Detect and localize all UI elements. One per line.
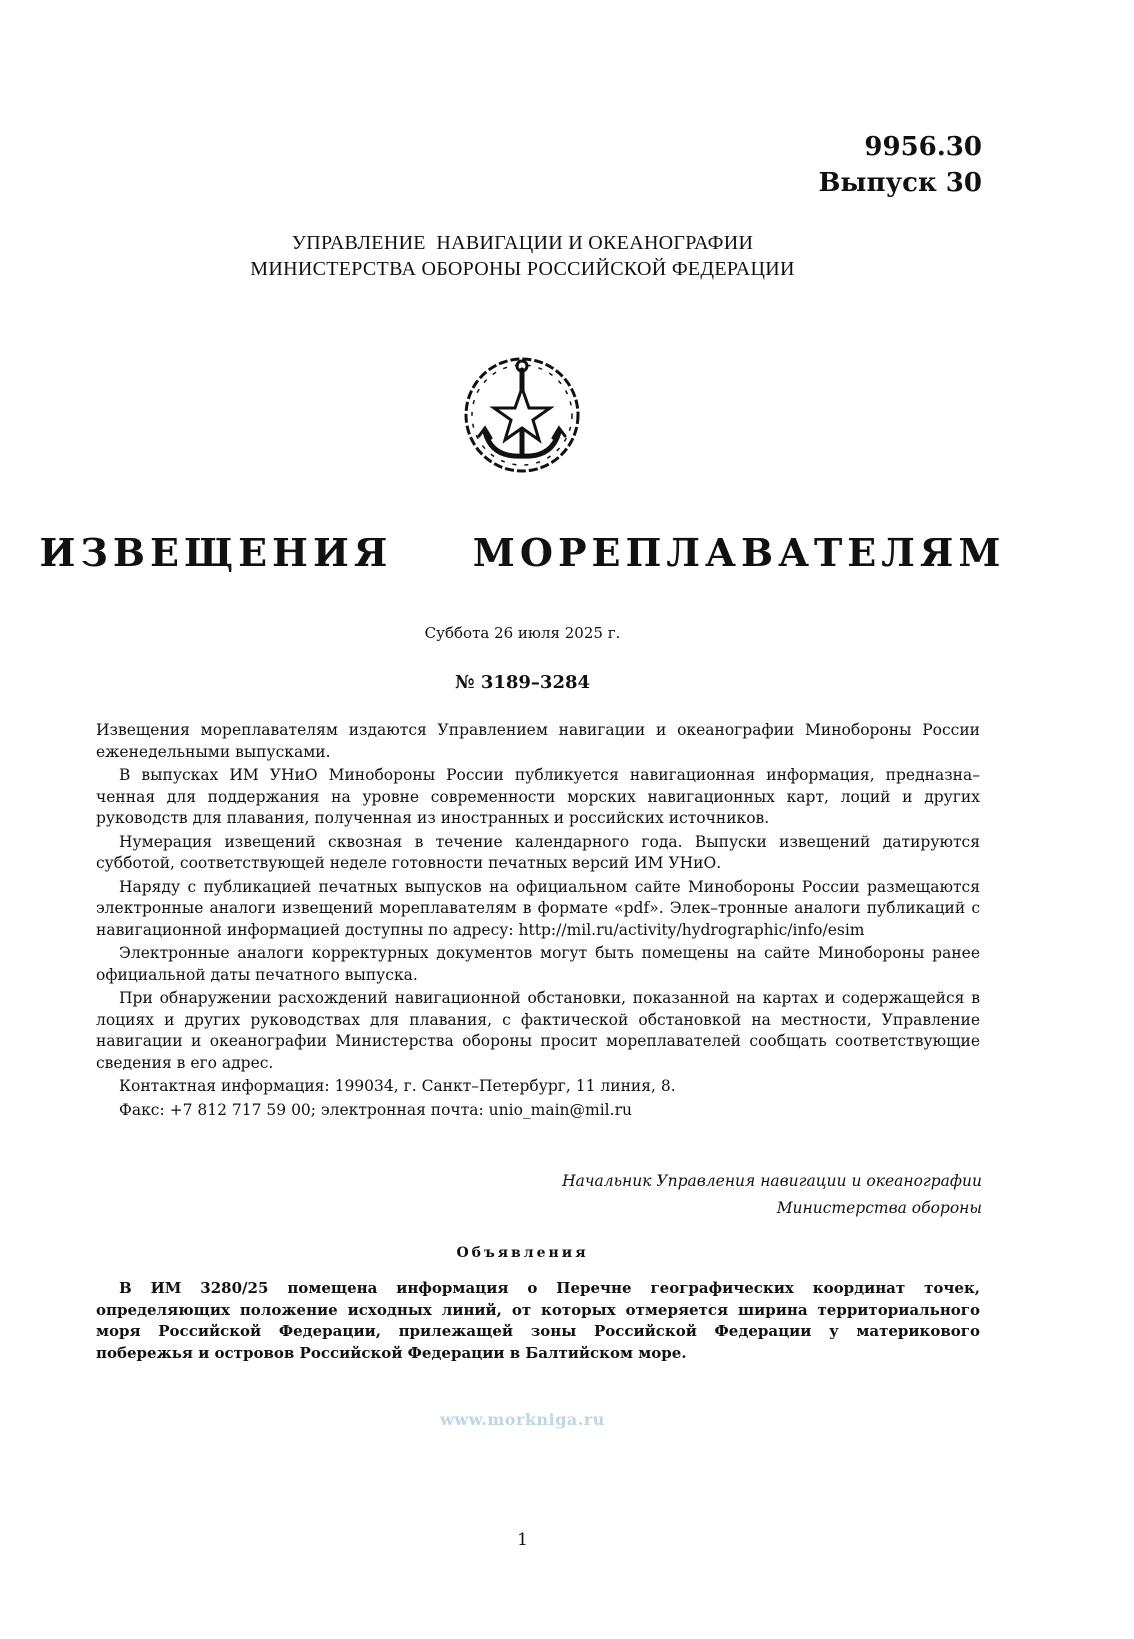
page-number: 1 [517,1530,528,1550]
signature-line-1: Начальник Управления навигации и океанографии [562,1172,982,1190]
anchor-star-chain-emblem-icon [457,350,587,480]
issue-date: Суббота 26 июля 2025 г. [424,624,621,642]
agency-line-1: УПРАВЛЕНИЕ НАВИГАЦИИ И ОКЕАНОГРАФИИ [291,232,754,254]
issue-label: Выпуск 30 [818,168,982,198]
paragraph [96,943,980,986]
paragraph-text: Контактная информация: 199034, г. Санкт–Петербург, 11 линия, 8. [119,1077,676,1095]
paragraph-text: Извещения мореплавателям издаются Управлением навигации и океанографии Минобороны России еженедельными выпусками. [96,721,980,761]
paragraph-text: Факс: +7 812 717 59 00; электронная почта: unio_main@mil.ru [119,1100,632,1119]
paragraph [96,877,980,942]
signature-line-2: Министерства обороны [776,1199,982,1217]
paragraph-text: При обнаружении расхождений навигационной обстановки, показанной на картах и содержащейся в лоциях и других руководствах для плавания, с фактической обстановкой на местности, Управление навигации и океанографии Министерства обороны просит мореплавателей сообщать соответствующие сведения в его адрес. [96,989,980,1072]
paragraph [96,720,980,763]
paragraph [96,988,980,1074]
paragraph-text: Наряду с публикацией печатных выпусков на официальном сайте Минобороны России размещаются электронные аналоги извещений мореплавателям в формате «pdf». Элек–тронные аналоги публикаций с навигационной информацией доступны по адресу: http://mil.ru/activity/hydrographic/info/esim [96,877,980,939]
signature [562,1168,982,1222]
announcement-text: В ИМ 3280/25 помещена информация о Перечне географических координат точек, определяющих положение исходных линий, от которых отмеряется ширина территориального моря Российской Федерации, прилежащей зоны Российской Федерации у материкового побережья и островов Российской Федерации в Балтийском море. [96,1279,980,1362]
paragraph-text: В выпусках ИМ УНиО Минобороны России публикуется навигационная информация, предназна–ченная для поддержания на уровне современности морских навигационных карт, лоций и других руководств для плавания, полученная из иностранных и российских источников. [96,766,980,827]
paragraph [96,1100,980,1122]
paragraph-text: Электронные аналоги корректурных документов могут быть помещены на сайте Минобороны ранее официальной даты печатного выпуска. [96,944,980,984]
page-title: ИЗВЕЩЕНИЯ МОРЕПЛАВАТЕЛЯМ [39,530,1006,575]
paragraph [96,765,980,830]
paragraph-text: Нумерация извещений сквозная в течение календарного года. Выпуски извещений датируются субботой, соответствующей неделе готовности печатных версий ИМ УНиО. [96,832,980,872]
agency-line-2: МИНИСТЕРСТВА ОБОРОНЫ РОССИЙСКОЙ ФЕДЕРАЦИИ [250,258,795,280]
watermark: www.morkniga.ru [440,1410,605,1429]
paragraph [96,1076,980,1098]
issue-number: 9956.30 [864,132,982,162]
announcements-heading: Объявления [456,1245,589,1261]
notice-number-range: № 3189–3284 [454,672,591,693]
paragraph [96,832,980,875]
intro-body [96,720,980,1123]
